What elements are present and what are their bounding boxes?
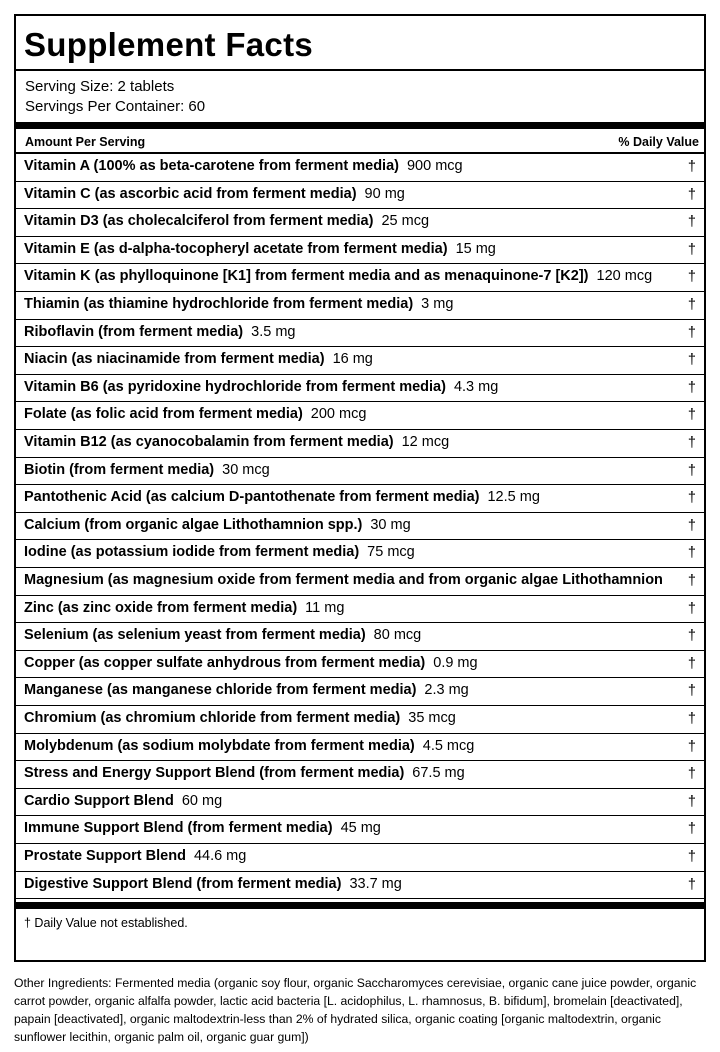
daily-value: † (687, 324, 696, 341)
daily-value-header: % Daily Value (618, 135, 699, 149)
daily-value: † (687, 517, 696, 534)
nutrient-amount: 120 mcg (596, 268, 653, 285)
table-row (16, 430, 704, 458)
daily-value: † (687, 711, 696, 727)
nutrient-name: Thiamin (as thiamine hydrochloride from ferment media) (24, 296, 414, 312)
table-row (16, 209, 704, 237)
nutrient-name: Folate (as folic acid from ferment media) (24, 406, 303, 423)
daily-value: † (687, 352, 696, 369)
nutrient-amount: 33.7 mg (349, 875, 402, 892)
table-row (16, 375, 704, 403)
nutrient-amount: 35 mcg (408, 710, 456, 726)
nutrient-amount: 90 mg (364, 185, 405, 202)
daily-value: † (687, 407, 696, 424)
daily-value: † (687, 849, 696, 865)
daily-value: † (687, 683, 696, 700)
daily-value: † (687, 821, 696, 838)
daily-value: † (687, 876, 696, 893)
nutrient-amount: 12.5 mg (487, 489, 540, 506)
daily-value: † (687, 214, 696, 231)
nutrient-amount: 900 mcg (406, 158, 463, 174)
daily-value: † (687, 766, 696, 783)
nutrient-name: Riboflavin (from ferment media) (24, 323, 244, 340)
nutrient-name: Vitamin K (as phylloquinone [K1] from ferment media and as menaquinone-7 [K2]) (24, 268, 589, 285)
nutrient-name: Manganese (as manganese chloride from ferment media) (24, 682, 417, 699)
table-row (16, 844, 704, 872)
panel-title: Supplement Facts (24, 26, 314, 63)
table-row (16, 816, 704, 844)
table-row (16, 872, 704, 900)
nutrient-name: Digestive Support Blend (from ferment media) (24, 875, 342, 892)
table-row (16, 182, 704, 210)
table-row (16, 734, 704, 762)
nutrient-name: Vitamin B6 (as pyridoxine hydrochloride from ferment media) (24, 378, 446, 395)
amount-per-serving-header: Amount Per Serving (25, 135, 146, 149)
daily-value: † (687, 573, 696, 589)
nutrient-name: Molybdenum (as sodium molybdate from ferment media) (24, 737, 415, 754)
daily-value: † (687, 793, 696, 810)
nutrient-amount: 3.5 mg (251, 323, 296, 340)
daily-value: † (687, 490, 696, 507)
nutrient-amount: 25 mcg (381, 213, 430, 230)
table-row (16, 623, 704, 651)
nutrient-amount: 0.9 mg (433, 654, 478, 671)
daily-value: † (687, 241, 696, 258)
nutrient-name: Selenium (as selenium yeast from ferment media) (24, 627, 366, 644)
nutrient-name: Calcium (from organic algae Lithothamnion spp.) (24, 516, 363, 533)
table-row (16, 347, 704, 375)
nutrient-amount: 44.6 mg (193, 848, 247, 864)
daily-value: † (687, 297, 696, 313)
other-ingredients: Other Ingredients: Fermented media (organic soy flour, organic Saccharomyces cerevisiae, organic cane juice powder, organic carrot powder, organic alfalfa powder, lactic acid bacteria [L. acidophilus, L. rhamnosus, B. bifidum], bromelain [deactivated], papain [deactivated], organic maltodextrin-less than 2% of hydrated silica, organic coating [organic maltodextrin, organic sunflower lecithin, organic palm oil, organic guar gum]) (14, 976, 697, 1044)
nutrient-amount: 4.5 mcg (422, 737, 475, 754)
table-row (16, 237, 704, 265)
nutrient-name: Chromium (as chromium chloride from ferment media) (24, 710, 401, 726)
nutrient-name: Prostate Support Blend (24, 848, 186, 864)
servings-per-container: Servings Per Container: 60 (25, 98, 206, 115)
table-row (16, 513, 704, 541)
table-row (16, 568, 704, 596)
divider (16, 69, 704, 71)
table-row (16, 789, 704, 817)
nutrient-amount: 60 mg (181, 792, 223, 809)
daily-value: † (687, 738, 696, 755)
daily-value: † (687, 462, 696, 479)
nutrient-name: Stress and Energy Support Blend (from ferment media) (24, 765, 405, 782)
thick-divider (16, 122, 704, 129)
nutrient-amount: 30 mg (370, 516, 411, 533)
serving-size: Serving Size: 2 tablets (25, 78, 175, 95)
daily-value: † (687, 628, 696, 645)
footnote: † Daily Value not established. (24, 916, 188, 930)
nutrient-name: Zinc (as zinc oxide from ferment media) (24, 599, 298, 616)
nutrient-name: Vitamin D3 (as cholecalciferol from ferment media) (24, 213, 374, 230)
nutrient-amount: 2.3 mg (424, 682, 469, 699)
daily-value: † (687, 379, 696, 396)
nutrient-amount: 16 mg (332, 351, 373, 368)
table-row (16, 596, 704, 624)
nutrient-name: Niacin (as niacinamide from ferment media) (24, 351, 325, 368)
nutrient-amount: 15 mg (455, 240, 496, 257)
nutrient-amount: 75 mcg (367, 544, 415, 561)
nutrient-amount: 45 mg (340, 820, 381, 837)
nutrient-name: Magnesium (as magnesium oxide from ferment media and from organic algae Lithothamnion (24, 572, 663, 588)
nutrient-amount: 11 mg (305, 599, 345, 616)
table-row (16, 264, 704, 292)
nutrient-name: Vitamin C (as ascorbic acid from ferment media) (24, 185, 357, 202)
nutrient-amount: 200 mcg (310, 406, 367, 423)
nutrient-amount: 67.5 mg (412, 765, 465, 782)
table-row (16, 651, 704, 679)
daily-value: † (687, 186, 696, 203)
nutrient-name: Cardio Support Blend (24, 792, 174, 809)
daily-value: † (687, 435, 696, 451)
nutrient-name: Vitamin A (100% as beta-carotene from ferment media) (24, 158, 399, 174)
nutrient-amount: 80 mcg (373, 627, 422, 644)
nutrient-amount: 3 mg (421, 296, 454, 312)
daily-value: † (687, 655, 696, 672)
table-row (16, 402, 704, 430)
nutrient-name: Iodine (as potassium iodide from ferment media) (24, 544, 360, 561)
table-row (16, 292, 704, 320)
nutrient-name: Vitamin B12 (as cyanocobalamin from ferment media) (24, 434, 394, 450)
table-row (16, 678, 704, 706)
daily-value: † (687, 269, 696, 286)
supplement-facts-panel (14, 14, 706, 962)
daily-value: † (687, 159, 696, 175)
nutrient-amount: 12 mcg (401, 434, 450, 450)
thick-divider (16, 902, 704, 909)
nutrient-amount: 30 mcg (222, 461, 270, 478)
table-row (16, 485, 704, 513)
nutrient-name: Copper (as copper sulfate anhydrous from ferment media) (24, 654, 426, 671)
nutrient-amount: 4.3 mg (453, 378, 499, 395)
table-row (16, 761, 704, 789)
table-row (16, 458, 704, 486)
table-row (16, 154, 704, 182)
nutrient-name: Biotin (from ferment media) (24, 461, 215, 478)
nutrient-name: Immune Support Blend (from ferment media) (24, 820, 333, 837)
table-row (16, 320, 704, 348)
daily-value: † (687, 545, 696, 562)
table-row (16, 706, 704, 734)
table-row (16, 540, 704, 568)
nutrient-name: Vitamin E (as d-alpha-tocopheryl acetate from ferment media) (24, 240, 448, 257)
nutrient-name: Pantothenic Acid (as calcium D-pantothenate from ferment media) (24, 489, 480, 506)
daily-value: † (687, 600, 696, 617)
